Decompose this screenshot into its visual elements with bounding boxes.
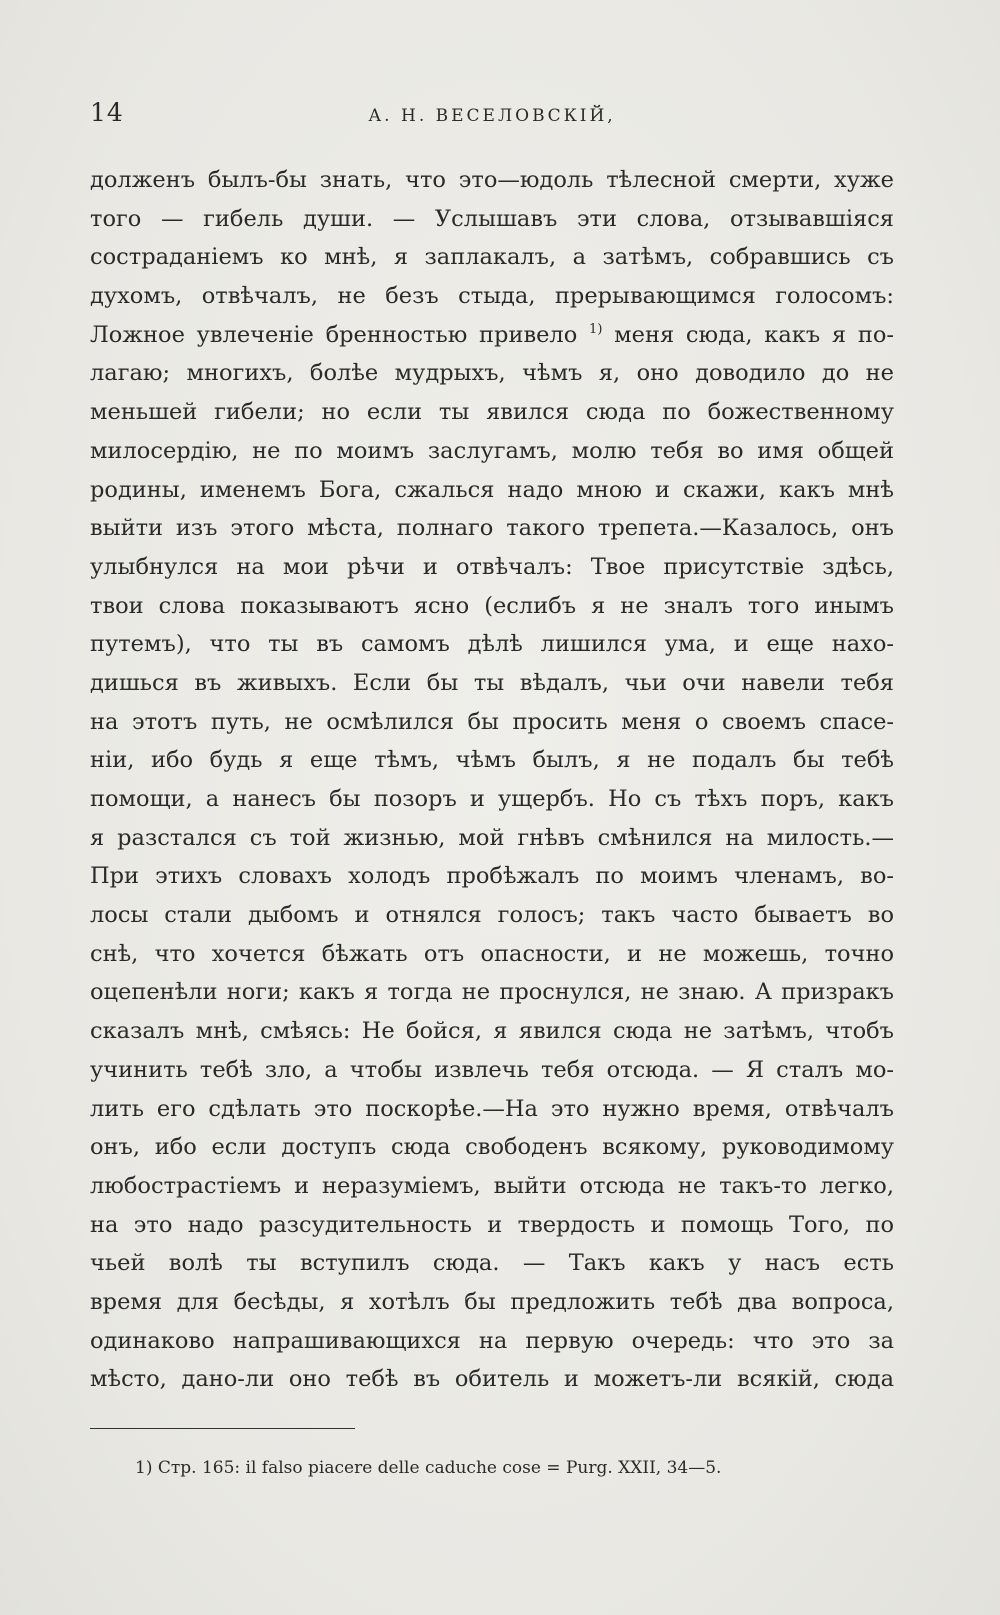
body-text <box>90 161 894 1399</box>
text-line: ніи, ибо будь я еще тѣмъ, чѣмъ былъ, я не подалъ бы тебѣ <box>90 747 894 774</box>
text-line: мѣсто, дано-ли оно тебѣ въ обитель и можетъ-ли всякій, сюда <box>90 1366 894 1393</box>
text-line: учинить тебѣ зло, а чтобы извлечь тебя отсюда. — Я сталъ мо- <box>90 1056 894 1083</box>
footnote-marker: 1) <box>589 321 603 337</box>
text-line: любострастіемъ и неразуміемъ, выйти отсюда не такъ-то легко, <box>90 1172 894 1199</box>
text-line: долженъ былъ-бы знать, что это—юдоль тѣлесной смерти, хуже <box>90 167 894 193</box>
text-line: на этотъ путь, не осмѣлился бы просить меня о своемъ спасе- <box>90 708 894 735</box>
text-segment: меня сюда, какъ я по- <box>602 321 894 348</box>
text-line: дишься въ живыхъ. Если бы ты вѣдалъ, чьи очи навели тебя <box>90 669 894 696</box>
text-line: выйти изъ этого мѣста, полнаго такого трепета.—Казалось, онъ <box>90 515 894 542</box>
text-line: того — гибель души. — Услышавъ эти слова, отзывавшіяся <box>90 205 894 232</box>
text-line: лагаю; многихъ, болѣе мудрыхъ, чѣмъ я, оно доводило до не <box>90 360 894 387</box>
text-line: твои слова показываютъ ясно (еслибъ я не зналъ того инымъ <box>90 592 894 619</box>
text-line: я разстался съ той жизнью, мой гнѣвъ смѣнился на милость.— <box>90 824 894 851</box>
text-line: улыбнулся на мои рѣчи и отвѣчалъ: Твое присутствіе здѣсь, <box>90 553 894 580</box>
text-line: одинаково напрашивающихся на первую очередь: что это за <box>90 1327 894 1354</box>
text-line: на это надо разсудительность и твердость и помощь Того, по <box>90 1211 894 1238</box>
text-line: время для бесѣды, я хотѣлъ бы предложить тебѣ два вопроса, <box>90 1288 894 1315</box>
page-header <box>90 98 894 138</box>
text-line: помощи, а нанесъ бы позоръ и ущербъ. Но съ тѣхъ поръ, какъ <box>90 786 894 812</box>
text-line: При этихъ словахъ холодъ пробѣжалъ по моимъ членамъ, во- <box>90 863 894 890</box>
text-segment: Ложное увлеченіе бренностью привело <box>90 321 578 348</box>
text-line: онъ, ибо если доступъ сюда свободенъ всякому, руководимому <box>90 1134 894 1161</box>
text-line: сказалъ мнѣ, смѣясь: Не бойся, я явился сюда не затѣмъ, чтобъ <box>90 1018 894 1045</box>
text-line: чьей волѣ ты вступилъ сюда. — Такъ какъ у насъ есть <box>90 1250 894 1277</box>
text-line: путемъ), что ты въ самомъ дѣлѣ лишился ума, и еще нахо- <box>90 631 894 658</box>
text-line: лосы стали дыбомъ и отнялся голосъ; такъ часто бываетъ во <box>90 902 894 929</box>
text-line: оцепенѣли ноги; какъ я тогда не проснулся, не знаю. А призракъ <box>90 979 894 1006</box>
footnote-divider <box>90 1428 355 1429</box>
text-line: духомъ, отвѣчалъ, не безъ стыда, прерывающимся голосомъ: <box>90 283 894 310</box>
text-line: родины, именемъ Бога, сжалься надо мною и скажи, какъ мнѣ <box>90 476 894 503</box>
text-line: состраданіемъ ко мнѣ, я заплакалъ, а затѣмъ, собравшись съ <box>90 244 894 271</box>
text-line: лить его сдѣлать это поскорѣе.—На это нужно время, отвѣчалъ <box>90 1095 894 1122</box>
text-line-with-footnote-marker <box>90 316 894 355</box>
footnote: 1) Стр. 165: il falso piacere delle caduche cose = Purg. XXII, 34—5. <box>135 1458 722 1478</box>
running-head: А. Н. ВЕСЕЛОВСКІЙ, <box>368 106 616 126</box>
text-line: снѣ, что хочется бѣжать отъ опасности, и не можешь, точно <box>90 940 894 967</box>
page-number: 14 <box>90 98 124 127</box>
text-line: милосердію, не по моимъ заслугамъ, молю тебя во имя общей <box>90 437 894 464</box>
text-line: меньшей гибели; но если ты явился сюда по божественному <box>90 399 894 426</box>
